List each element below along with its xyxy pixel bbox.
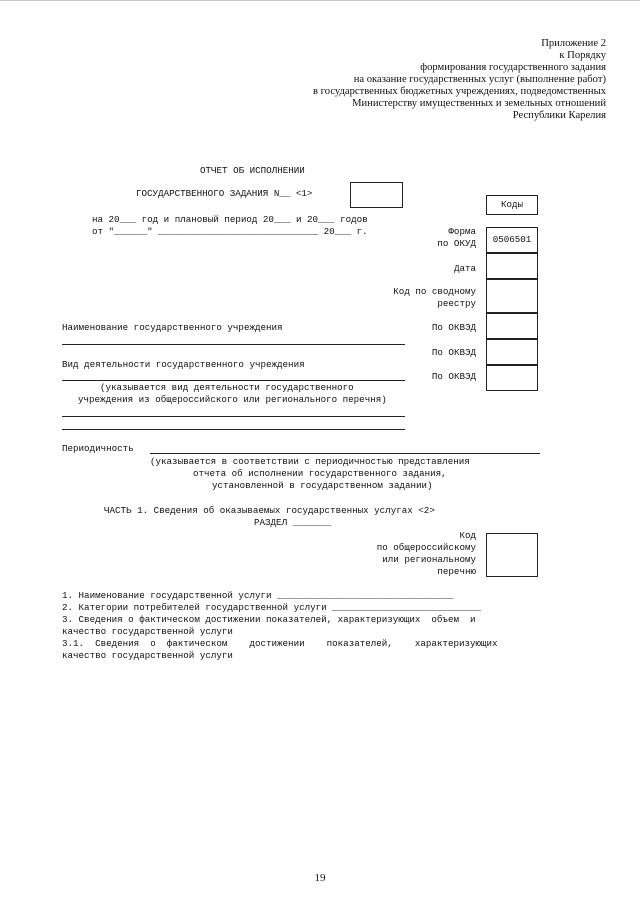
page-number: 19 xyxy=(314,872,326,884)
date-label: Дата xyxy=(453,263,476,274)
okved-label-1: По ОКВЭД xyxy=(431,322,476,333)
periodicity-label: Периодичность xyxy=(62,443,134,454)
activity-note-2: учреждения из общероссийского или регионального перечня) xyxy=(78,394,387,405)
okved-code-cell-1[interactable] xyxy=(486,313,538,339)
top-border xyxy=(0,0,640,1)
period-line: на 20___ год и плановый период 20___ и 20___ годов xyxy=(92,214,368,225)
report-title-line1: ОТЧЕТ ОБ ИСПОЛНЕНИИ xyxy=(200,165,305,176)
item-3-line1: 3. Сведения о фактическом достижении показателей, характеризующих объем и xyxy=(62,614,476,625)
service-code-label-4: перечню xyxy=(437,566,476,577)
item-1: 1. Наименование государственной услуги ________________________________ xyxy=(62,590,454,601)
periodicity-line[interactable] xyxy=(150,453,540,454)
form-label: Форма xyxy=(448,226,476,237)
item-3-1-line2: качество государственной услуги xyxy=(62,650,233,661)
service-code-label-2: по общероссийскому xyxy=(376,542,476,553)
codes-header: Коды xyxy=(486,195,538,215)
service-code-label-1: Код xyxy=(459,530,476,541)
okud-code-cell: 0506501 xyxy=(486,227,538,253)
institution-name-label: Наименование государственного учреждения xyxy=(62,322,283,333)
part1-section: РАЗДЕЛ _______ xyxy=(254,517,332,528)
okved-code-cell-2[interactable] xyxy=(486,339,538,365)
okved-label-2: По ОКВЭД xyxy=(431,347,476,358)
date-line: от "______" _____________________________ 20___ г. xyxy=(92,226,368,237)
item-3-1-line1: 3.1. Сведения о фактическом достижении показателей, характеризующих xyxy=(62,638,498,649)
periodicity-note-1: (указывается в соответствии с периодичностью представления xyxy=(150,456,470,467)
registry-code-cell[interactable] xyxy=(486,279,538,313)
annex-line: на оказание государственных услуг (выполнение работ) xyxy=(353,74,606,85)
okved-label-3: По ОКВЭД xyxy=(431,371,476,382)
activity-extra-line-2[interactable] xyxy=(62,429,405,430)
registry-label-1: Код по сводному xyxy=(393,286,476,297)
institution-name-line[interactable] xyxy=(62,344,405,345)
okud-label: по ОКУД xyxy=(437,238,476,249)
item-2: 2. Категории потребителей государственной услуги ___________________________ xyxy=(62,602,482,613)
periodicity-note-3: установленной в государственном задании) xyxy=(212,480,433,491)
activity-extra-line-1[interactable] xyxy=(62,416,405,417)
task-number-box[interactable] xyxy=(350,182,403,208)
periodicity-note-2: отчета об исполнении государственного задания, xyxy=(193,468,447,479)
annex-line: Министерству имущественных и земельных отношений xyxy=(352,98,606,109)
activity-type-line[interactable] xyxy=(62,380,405,381)
annex-line: Республики Карелия xyxy=(512,110,606,121)
registry-label-2: реестру xyxy=(437,298,476,309)
okved-code-cell-3[interactable] xyxy=(486,365,538,391)
activity-note-1: (указывается вид деятельности государственного xyxy=(100,382,354,393)
item-3-line2: качество государственной услуги xyxy=(62,626,233,637)
annex-line: в государственных бюджетных учреждениях, подведомственных xyxy=(313,86,606,97)
date-code-cell[interactable] xyxy=(486,253,538,279)
annex-line: формирования государственного задания xyxy=(420,62,606,73)
service-code-box[interactable] xyxy=(486,533,538,577)
annex-line: к Порядку xyxy=(559,50,606,61)
activity-type-label: Вид деятельности государственного учреждения xyxy=(62,359,305,370)
annex-line: Приложение 2 xyxy=(541,38,606,49)
service-code-label-3: или региональному xyxy=(382,554,476,565)
report-title-line2: ГОСУДАРСТВЕННОГО ЗАДАНИЯ N__ <1> xyxy=(136,188,313,199)
annex-header xyxy=(313,38,606,122)
part1-heading: ЧАСТЬ 1. Сведения об оказываемых государственных услугах <2> xyxy=(104,505,435,516)
